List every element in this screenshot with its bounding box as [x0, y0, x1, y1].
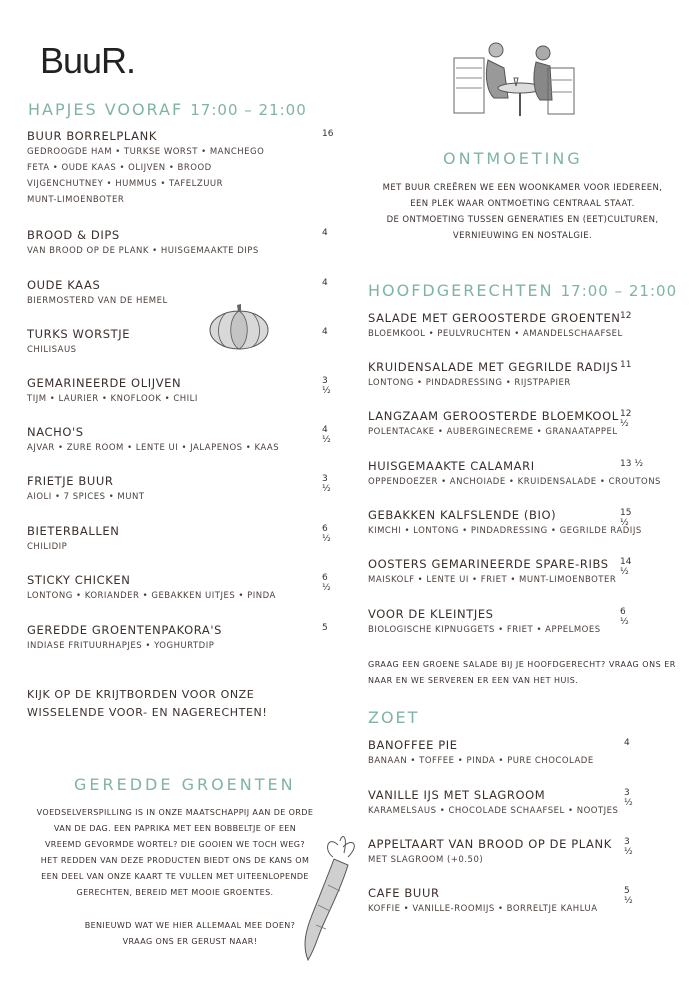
item-description [27, 638, 222, 654]
item-name: FRIETJE BUUR [27, 474, 114, 488]
item-price: 3 ½ [624, 837, 633, 857]
item-description [368, 803, 618, 819]
item-name: BUUR BORRELPLANK [27, 129, 157, 143]
hoofd-note: GRAAG EEN GROENE SALADE BIJ JE HOOFDGERECHT? VRAAG ONS ER NAAR EN WE SERVEREN ER EEN VAN HET HUIS. [368, 660, 676, 685]
item-name: CAFE BUUR [368, 886, 440, 900]
item-description [27, 391, 198, 407]
item-description [368, 852, 612, 868]
item-description [27, 588, 276, 604]
pumpkin-icon [208, 303, 270, 351]
groenten-text-2: BENIEUWD WAT WE HIER ALLEMAAL MEE DOEN? VRAAG ONS ER GERUST NAAR! [84, 921, 296, 946]
item-name: GEBAKKEN KALFSLENDE (BIO) [368, 508, 557, 522]
menu-item [27, 425, 331, 456]
item-description [368, 523, 642, 539]
item-description [368, 622, 601, 638]
item-description [27, 539, 119, 555]
item-price: 12 [620, 311, 632, 321]
description-line: BANAAN • TOFFEE • PINDA • PURE CHOCOLADE [368, 756, 594, 766]
menu-item [368, 886, 633, 917]
item-price: 3 ½ [322, 474, 331, 494]
item-description [27, 144, 264, 208]
menu-item [27, 376, 331, 407]
item-name: BIETERBALLEN [27, 524, 120, 538]
description-line: AJVAR • ZURE ROOM • LENTE UI • JALAPENOS • KAAS [27, 443, 280, 453]
description-line: MET SLAGROOM (+0.50) [368, 855, 484, 865]
description-line: KOFFIE • VANILLE-ROOMIJS • BORRELTJE KAHLUA [368, 904, 598, 914]
description-line: GEDROOGDE HAM • TURKSE WORST • MANCHEGO [27, 147, 265, 157]
description-line: BIERMOSTERD VAN DE HEMEL [27, 296, 168, 306]
item-name: LANGZAAM GEROOSTERDE BLOEMKOOL [368, 409, 619, 423]
item-price: 5 ½ [624, 886, 633, 906]
menu-item [27, 327, 328, 358]
item-price: 4 [322, 228, 328, 238]
menu-item [368, 738, 630, 769]
description-line: OPPENDOEZER • ANCHOIADE • KRUIDENSALADE • CROUTONS [368, 477, 661, 487]
description-line: BIOLOGISCHE KIPNUGGETS • FRIET • APPELMOES [368, 625, 601, 635]
item-name: HUISGEMAAKTE CALAMARI [368, 459, 535, 473]
menu-item [368, 311, 632, 342]
carrot-icon [298, 835, 368, 965]
item-name: VANILLE IJS MET SLAGROOM [368, 788, 546, 802]
groenten-text: VOEDSELVERSPILLING IS IN ONZE MAATSCHAPPIJ AAN DE ORDE VAN DE DAG. EEN PAPRIKA MET EEN BOBBELTJE OF EEN VREEMD GEVORMDE WORTEL? DIE GOOIEN WE TOCH WEG? HET REDDEN VAN DEZE PRODUCTEN BIEDT ONS DE KANS OM EEN DEEL VAN ONZE KAART TE VULLEN MET UITEENLOPENDE GERECHTEN, BEREID MET MOOIE GROENTES. [36, 808, 314, 897]
menu-item [368, 360, 632, 391]
description-line: CHILIDIP [27, 542, 68, 552]
item-price: 11 [620, 360, 632, 370]
description-line: CHILISAUS [27, 345, 77, 355]
item-description [368, 901, 598, 917]
item-description [368, 375, 618, 391]
item-price: 15 ½ [620, 508, 632, 528]
groenten-title: GEREDDE GROENTEN [74, 775, 296, 794]
menu-item [368, 459, 661, 490]
menu-item [368, 788, 633, 819]
menu-item [368, 409, 632, 440]
description-line: FETA • OUDE KAAS • OLIJVEN • BROOD [27, 163, 212, 173]
menu-item [27, 573, 331, 604]
item-name: SALADE MET GEROOSTERDE GROENTEN [368, 311, 621, 325]
item-price: 6 ½ [620, 607, 629, 627]
menu-item [368, 607, 629, 638]
hoofd-title: HOOFDGERECHTEN 17:00 – 21:00 [368, 281, 678, 300]
krijt-line: WISSELENDE VOOR- EN NAGERECHTEN! [27, 706, 268, 719]
item-description [368, 424, 619, 440]
item-description [27, 489, 145, 505]
krijt-line: KIJK OP DE KRIJTBORDEN VOOR ONZE [27, 688, 255, 701]
description-line: KIMCHI • LONTONG • PINDADRESSING • GEGRILDE RADIJS [368, 526, 642, 536]
item-description [27, 342, 130, 358]
item-name: GEREDDE GROENTENPAKORA'S [27, 623, 223, 637]
item-name: STICKY CHICKEN [27, 573, 131, 587]
item-description [368, 753, 594, 769]
description-line: MAISKOLF • LENTE UI • FRIET • MUNT-LIMOENBOTER [368, 575, 617, 585]
description-line: MUNT-LIMOENBOTER [27, 195, 125, 205]
item-price: 16 [322, 129, 334, 139]
item-description [27, 243, 259, 259]
menu-item [368, 508, 642, 539]
item-name: OOSTERS GEMARINEERDE SPARE-RIBS [368, 557, 609, 571]
logo: BuuR. [40, 40, 136, 81]
item-price: 13 ½ [620, 459, 644, 469]
item-price: 4 [624, 738, 630, 748]
description-line: VAN BROOD OP DE PLANK • HUISGEMAAKTE DIPS [27, 246, 259, 256]
people-table-illustration [448, 38, 580, 118]
item-name: VOOR DE KLEINTJES [368, 607, 494, 621]
item-price: 14 ½ [620, 557, 632, 577]
menu-item [27, 228, 328, 259]
hapjes-title: HAPJES VOORAF 17:00 – 21:00 [28, 100, 307, 119]
description-line: VIJGENCHUTNEY • HUMMUS • TAFELZUUR [27, 179, 224, 189]
zoet-title: ZOET [368, 708, 420, 727]
item-price: 12 ½ [620, 409, 632, 429]
description-line: POLENTACAKE • AUBERGINECREME • GRANAATAPPEL [368, 427, 618, 437]
krijtborden-note [27, 686, 267, 722]
menu-item [368, 837, 633, 868]
item-price: 5 [322, 623, 328, 633]
menu-item [27, 278, 328, 309]
item-price: 4 ½ [322, 425, 331, 445]
item-price: 4 [322, 278, 328, 288]
item-description [27, 293, 168, 309]
description-line: TIJM • LAURIER • KNOFLOOK • CHILI [27, 394, 198, 404]
item-price: 4 [322, 327, 328, 337]
item-name: KRUIDENSALADE MET GEGRILDE RADIJS [368, 360, 619, 374]
item-description [368, 474, 661, 490]
menu-item [368, 557, 632, 588]
item-price: 6 ½ [322, 524, 331, 544]
menu-item [27, 524, 331, 555]
ontmoeting-title: ONTMOETING [443, 149, 583, 168]
menu-item [27, 623, 328, 654]
menu-item [27, 474, 331, 505]
ontmoeting-text: MET BUUR CREËREN WE EEN WOONKAMER VOOR IEDEREEN, EEN PLEK WAAR ONTMOETING CENTRAAL STAAT. DE ONTMOETING TUSSEN GENERATIES EN (EET)CULTUREN, VERNIEUWING EN NOSTALGIE. [382, 183, 663, 241]
item-name: BROOD & DIPS [27, 228, 120, 242]
description-line: BLOEMKOOL • PEULVRUCHTEN • AMANDELSCHAAFSEL [368, 329, 623, 339]
description-line: LONTONG • KORIANDER • GEBAKKEN UITJES • PINDA [27, 591, 276, 601]
description-line: LONTONG • PINDADRESSING • RIJSTPAPIER [368, 378, 571, 388]
description-line: KARAMELSAUS • CHOCOLADE SCHAAFSEL • NOOTJES [368, 806, 619, 816]
item-description [27, 440, 279, 456]
item-price: 3 ½ [624, 788, 633, 808]
description-line: INDIASE FRITUURHAPJES • YOGHURTDIP [27, 641, 215, 651]
item-name: NACHO'S [27, 425, 84, 439]
item-name: TURKS WORSTJE [27, 327, 131, 341]
item-name: OUDE KAAS [27, 278, 101, 292]
item-price: 3 ½ [322, 376, 331, 396]
item-description [368, 326, 623, 342]
item-name: BANOFFEE PIE [368, 738, 458, 752]
item-name: GEMARINEERDE OLIJVEN [27, 376, 182, 390]
description-line: AIOLI • 7 SPICES • MUNT [27, 492, 145, 502]
item-name: APPELTAART VAN BROOD OP DE PLANK [368, 837, 612, 851]
menu-item [27, 129, 334, 208]
item-description [368, 572, 616, 588]
item-price: 6 ½ [322, 573, 331, 593]
